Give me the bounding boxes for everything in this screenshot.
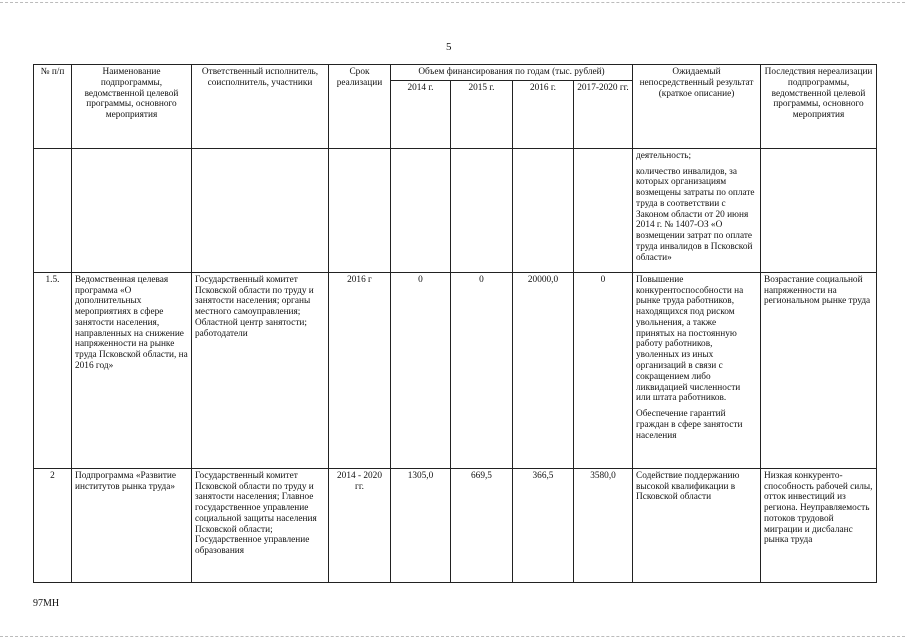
cell-executor: Государственный комитет Псковской области по труду и занятости населения; органы местного самоуправления; Областной центр занятости; работодатели <box>192 272 329 468</box>
cell-executor <box>192 148 329 272</box>
cell-num <box>34 148 72 272</box>
header-executor: Ответственный исполнитель, соисполнитель, участники <box>192 65 329 149</box>
header-num: № п/п <box>34 65 72 149</box>
scan-edge-bottom <box>0 636 905 637</box>
cell-consequence: Низкая конкуренто-способность рабочей силы, отток инвестиций из региона. Неуправляемость потоков трудовой миграции и дисбаланс рынка труда <box>761 468 877 582</box>
cell-consequence <box>761 148 877 272</box>
scan-edge-top <box>0 2 905 3</box>
cell-2017-2020: 0 <box>574 272 633 468</box>
cell-num: 1.5. <box>34 272 72 468</box>
table-row <box>34 468 877 582</box>
cell-executor: Государственный комитет Псковской области по труду и занятости населения; Главное государственное управление социальной защиты населения Псковской области; Государственное управление образования <box>192 468 329 582</box>
header-period: Срок реализации <box>329 65 391 149</box>
page-number: 5 <box>446 41 452 53</box>
cell-result <box>633 148 761 272</box>
result-text-2: количество инвалидов, за которых организациям возмещены затраты по оплате труда в соответствии с Законом области от 20 июня 2014 г. № 1407-ОЗ «О возмещении затрат по оплате труда инвалидов в Псковской области» <box>636 166 755 263</box>
document-code: 97МН <box>33 598 60 609</box>
cell-period <box>329 148 391 272</box>
table-row <box>34 272 877 468</box>
header-year-2014: 2014 г. <box>391 80 451 148</box>
header-row <box>34 65 877 81</box>
cell-period: 2016 г <box>329 272 391 468</box>
cell-2014 <box>391 148 451 272</box>
result-text-1: Содействие поддержанию высокой квалификации в Псковской области <box>636 470 740 503</box>
cell-2015 <box>451 148 513 272</box>
cell-2016: 20000,0 <box>513 272 574 468</box>
cell-2015: 669,5 <box>451 468 513 582</box>
header-result: Ожидаемый непосредственный результат (краткое описание) <box>633 65 761 149</box>
cell-2014: 0 <box>391 272 451 468</box>
header-year-2017-2020: 2017-2020 гг. <box>574 80 633 148</box>
table-row <box>34 148 877 272</box>
result-text-2: Обеспечение гарантий граждан в сфере занятости населения <box>636 409 743 441</box>
cell-name <box>72 148 192 272</box>
header-name: Наименование подпрограммы, ведомственной целевой программы, основного мероприятия <box>72 65 192 149</box>
header-year-2016: 2016 г. <box>513 80 574 148</box>
cell-2016 <box>513 148 574 272</box>
header-consequence: Последствия нереализации подпрограммы, ведомственной целевой программы, основного мероприятия <box>761 65 877 149</box>
result-text-1: деятельность; <box>636 150 692 161</box>
header-funding: Объем финансирования по годам (тыс. рублей) <box>391 65 633 81</box>
cell-result <box>633 272 761 468</box>
cell-result <box>633 468 761 582</box>
cell-period: 2014 - 2020 гг. <box>329 468 391 582</box>
cell-consequence: Возрастание социальной напряженности на региональном рынке труда <box>761 272 877 468</box>
cell-2017-2020 <box>574 148 633 272</box>
cell-2015: 0 <box>451 272 513 468</box>
cell-2016: 366,5 <box>513 468 574 582</box>
cell-2017-2020: 3580,0 <box>574 468 633 582</box>
result-text-1: Повышение конкурентоспособности на рынке труда работников, находящихся под риском увольнения, а также принятых на постоянную работу работников, уволенных из иных организаций в связи с сокращением либо ликвидацией численности или штата работников. <box>636 274 744 404</box>
cell-name: Ведомственная целевая программа «О дополнительных мероприятиях в сфере занятости населения, направленных на снижение напряженности на рынке труда Псковской области, на 2016 год» <box>72 272 192 468</box>
cell-num: 2 <box>34 468 72 582</box>
header-year-2015: 2015 г. <box>451 80 513 148</box>
cell-2014: 1305,0 <box>391 468 451 582</box>
program-table <box>33 64 877 583</box>
cell-name: Подпрограмма «Развитие институтов рынка труда» <box>72 468 192 582</box>
